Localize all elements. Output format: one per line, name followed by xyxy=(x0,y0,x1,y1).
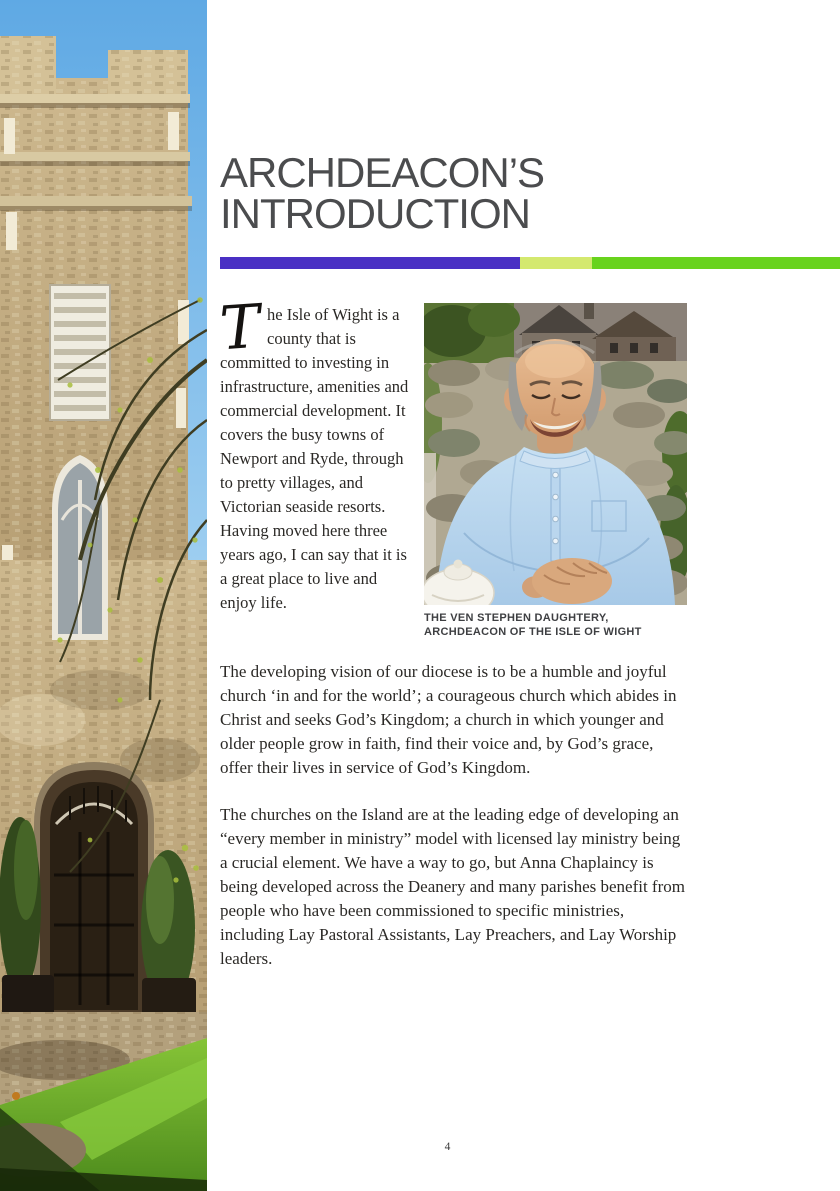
portrait-caption-line2: ARCHDEACON OF THE ISLE OF WIGHT xyxy=(424,625,642,638)
intro-paragraph xyxy=(217,291,410,639)
portrait-caption-line1: THE VEN STEPHEN DAUGHTERY, xyxy=(424,612,609,624)
divider-segment-purple xyxy=(220,257,520,269)
church-tower-photo xyxy=(0,0,207,1191)
page-title xyxy=(220,0,840,237)
page-title-line2: INTRODUCTION xyxy=(220,190,530,237)
archdeacon-figure xyxy=(424,303,687,639)
page-title-line1: ARCHDEACON’S xyxy=(220,149,545,196)
vision-paragraph: The developing vision of our diocese is to be a humble and joyful church ‘in and for the world’; a courageous church which abides in Christ and seeks God’s Kingdom; a church in which younger and older people grow in faith, find their voice and, by God’s grace, offer their lives in service of God’s Kingdom. xyxy=(220,662,677,777)
louvered-window xyxy=(50,285,110,420)
divider-segment-lime xyxy=(520,257,592,269)
church-tower-illustration xyxy=(0,0,207,1191)
intro-paragraph-text: he Isle of Wight is a county that is committed to investing in infrastructure, amenities and commercial development. It covers the busy towns of Newport and Ryde, through to pretty villages, and Victorian seaside resorts. Having moved here three years ago, I can say that it is a great place to live and enjoy life. xyxy=(220,305,409,612)
page-number: 4 xyxy=(444,1141,451,1153)
archdeacon-portrait-photo xyxy=(424,303,687,605)
dropcap-letter: T xyxy=(217,291,263,365)
portrait-caption xyxy=(424,612,687,639)
article-content xyxy=(217,0,840,1191)
section-divider-bar xyxy=(220,257,840,269)
ministry-paragraph: The churches on the Island are at the leading edge of developing an “every member in ministry” model with licensed lay ministry being a crucial element. We have a way to go, but Anna Chaplaincy is being developed across the Deanery and many parishes benefit from people who have been commissioned to specific ministries, including Lay Pastoral Assistants, Lay Preachers, and Lay Worship leaders. xyxy=(220,805,685,968)
divider-segment-green xyxy=(592,257,840,269)
archdeacon-portrait-illustration xyxy=(424,303,687,605)
